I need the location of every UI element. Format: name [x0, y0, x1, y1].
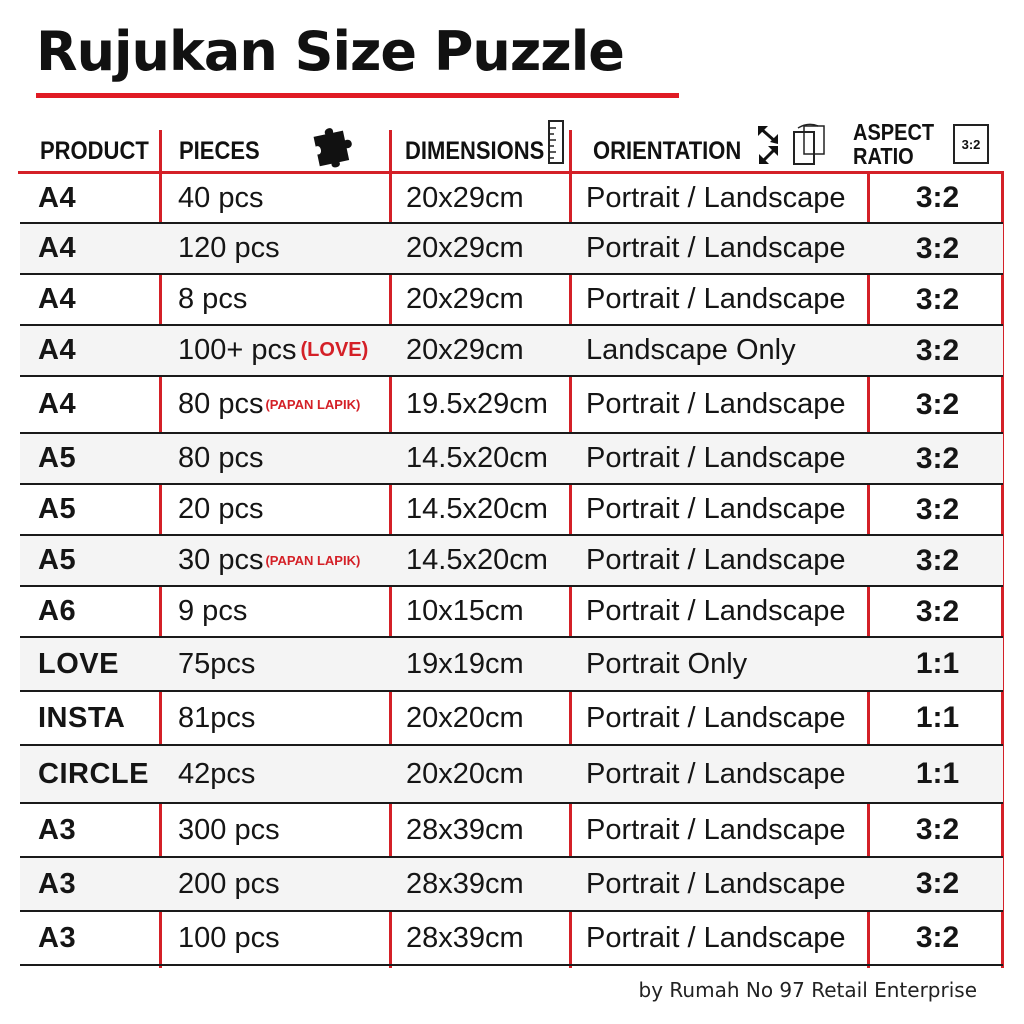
puzzle-piece-icon: [312, 122, 364, 170]
pieces-cell: [178, 692, 255, 744]
aspect-ratio-cell: 1:1: [915, 647, 960, 680]
header-aspect-line2: RATIO: [853, 144, 914, 170]
dimensions-cell: 10x15cm: [406, 595, 524, 627]
header-product: PRODUCT: [40, 136, 149, 165]
orientation-cell: Portrait / Landscape: [586, 595, 846, 627]
aspect-ratio-cell: 3:2: [915, 387, 960, 421]
pieces-value: 30 pcs: [178, 544, 264, 576]
pieces-cell: [178, 174, 263, 222]
aspect-ratio-cell: 3:2: [915, 492, 960, 526]
product-cell: A4: [38, 388, 77, 420]
orientation-cell: Portrait / Landscape: [586, 921, 846, 954]
orientation-cell: Portrait / Landscape: [586, 493, 846, 525]
pieces-value: 80 pcs: [178, 442, 264, 474]
table-row: [20, 536, 1003, 585]
pieces-cell: [178, 858, 280, 910]
pieces-value: 9 pcs: [178, 595, 248, 627]
pieces-value: 42pcs: [178, 757, 256, 790]
aspect-ratio-cell: 3:2: [915, 333, 960, 367]
ruler-icon: [548, 120, 564, 164]
product-cell: A5: [38, 442, 77, 474]
resize-arrows-icon: [756, 124, 782, 166]
table-row: [20, 485, 1003, 534]
table-row: [20, 692, 1003, 744]
product-cell: A4: [38, 232, 77, 264]
table-row: [20, 746, 1003, 802]
product-cell: A4: [38, 283, 77, 315]
pieces-value: 81pcs: [178, 701, 256, 734]
table-row: [20, 275, 1003, 324]
pieces-cell: [178, 377, 360, 432]
pieces-cell: [178, 804, 280, 856]
product-cell: A5: [38, 493, 77, 525]
pieces-cell: [178, 485, 263, 534]
product-cell: A3: [38, 813, 77, 846]
aspect-ratio-cell: 3:2: [915, 813, 960, 846]
orientation-cell: Portrait / Landscape: [586, 867, 846, 900]
header-dimensions: DIMENSIONS: [405, 136, 545, 165]
pieces-value: 120 pcs: [178, 232, 280, 264]
header-orientation: ORIENTATION: [593, 136, 742, 165]
aspect-ratio-cell: 1:1: [915, 701, 960, 734]
pieces-cell: [178, 536, 360, 585]
pieces-note: (PAPAN LAPIK): [265, 553, 361, 568]
pieces-note: (PAPAN LAPIK): [265, 397, 361, 412]
footer-credit: by Rumah No 97 Retail Enterprise: [638, 978, 977, 1002]
dimensions-cell: 28x39cm: [406, 813, 524, 846]
pieces-cell: [178, 912, 280, 964]
product-cell: A3: [38, 921, 77, 954]
pieces-value: 8 pcs: [178, 283, 248, 315]
pieces-note: (LOVE): [300, 339, 369, 361]
table-row: [20, 434, 1003, 483]
product-cell: A4: [38, 334, 77, 366]
aspect-ratio-cell: 1:1: [915, 757, 960, 790]
table-row: [20, 174, 1003, 222]
header-pieces: PIECES: [179, 136, 260, 165]
table-row: [20, 224, 1003, 273]
header-aspect-line1: ASPECT: [853, 120, 935, 146]
dimensions-cell: 20x20cm: [406, 701, 524, 734]
pieces-value: 100 pcs: [178, 921, 280, 954]
dimensions-cell: 28x39cm: [406, 867, 524, 900]
dimensions-cell: 20x29cm: [406, 283, 524, 315]
pieces-value: 20 pcs: [178, 493, 264, 525]
dimensions-cell: 14.5x20cm: [406, 442, 548, 474]
row-divider: [20, 964, 1003, 966]
orientation-cell: Portrait / Landscape: [586, 544, 846, 576]
dimensions-cell: 20x29cm: [406, 232, 524, 264]
pieces-value: 80 pcs: [178, 388, 264, 420]
product-cell: A6: [38, 595, 77, 627]
aspect-ratio-cell: 3:2: [915, 594, 960, 628]
aspect-ratio-cell: 3:2: [915, 867, 960, 900]
product-cell: A4: [38, 181, 77, 214]
product-cell: INSTA: [38, 701, 126, 734]
table-row: [20, 804, 1003, 856]
orientation-cell: Portrait / Landscape: [586, 757, 846, 790]
pieces-value: 100+ pcs: [178, 334, 297, 366]
orientation-cell: Portrait Only: [586, 647, 748, 680]
aspect-ratio-cell: 3:2: [915, 282, 960, 316]
dimensions-cell: 19.5x29cm: [406, 388, 548, 420]
dimensions-cell: 20x20cm: [406, 757, 524, 790]
orientation-cell: Portrait / Landscape: [586, 388, 846, 420]
dimensions-cell: 20x29cm: [406, 181, 524, 214]
orientation-cell: Portrait / Landscape: [586, 442, 846, 474]
pieces-cell: [178, 275, 247, 324]
product-cell: LOVE: [38, 647, 119, 680]
orientation-cell: Landscape Only: [586, 334, 796, 366]
orientation-cell: Portrait / Landscape: [586, 181, 846, 214]
pieces-cell: [178, 434, 263, 483]
dimensions-cell: 14.5x20cm: [406, 544, 548, 576]
dimensions-cell: 28x39cm: [406, 921, 524, 954]
dimensions-cell: 14.5x20cm: [406, 493, 548, 525]
orientation-cell: Portrait / Landscape: [586, 813, 846, 846]
aspect-ratio-box-icon: 3:2: [953, 124, 989, 164]
table-row: [20, 858, 1003, 910]
page-title: Rujukan Size Puzzle: [36, 20, 624, 83]
table-row: [20, 638, 1003, 690]
orientation-cell: Portrait / Landscape: [586, 283, 846, 315]
product-cell: CIRCLE: [38, 757, 149, 790]
pieces-value: 75pcs: [178, 647, 256, 680]
table-row: [20, 377, 1003, 432]
pieces-value: 200 pcs: [178, 867, 280, 900]
pieces-cell: [178, 638, 255, 690]
pieces-cell: [178, 746, 255, 802]
aspect-ratio-cell: 3:2: [915, 441, 960, 475]
aspect-ratio-cell: 3:2: [915, 543, 960, 577]
table-row: [20, 326, 1003, 375]
product-cell: A5: [38, 544, 77, 576]
orientation-cell: Portrait / Landscape: [586, 701, 846, 734]
table-row: [20, 912, 1003, 964]
pieces-cell: [178, 326, 368, 375]
aspect-ratio-cell: 3:2: [915, 231, 960, 265]
product-cell: A3: [38, 867, 77, 900]
table-row: [20, 587, 1003, 636]
title-underline: [36, 93, 679, 98]
dimensions-cell: 20x29cm: [406, 334, 524, 366]
aspect-ratio-cell: 3:2: [915, 921, 960, 954]
pieces-value: 300 pcs: [178, 813, 280, 846]
pieces-value: 40 pcs: [178, 181, 264, 214]
pieces-cell: [178, 587, 247, 636]
dimensions-cell: 19x19cm: [406, 647, 524, 680]
rotate-frame-icon: [790, 122, 830, 168]
orientation-cell: Portrait / Landscape: [586, 232, 846, 264]
aspect-ratio-cell: 3:2: [915, 181, 960, 214]
pieces-cell: [178, 224, 280, 273]
